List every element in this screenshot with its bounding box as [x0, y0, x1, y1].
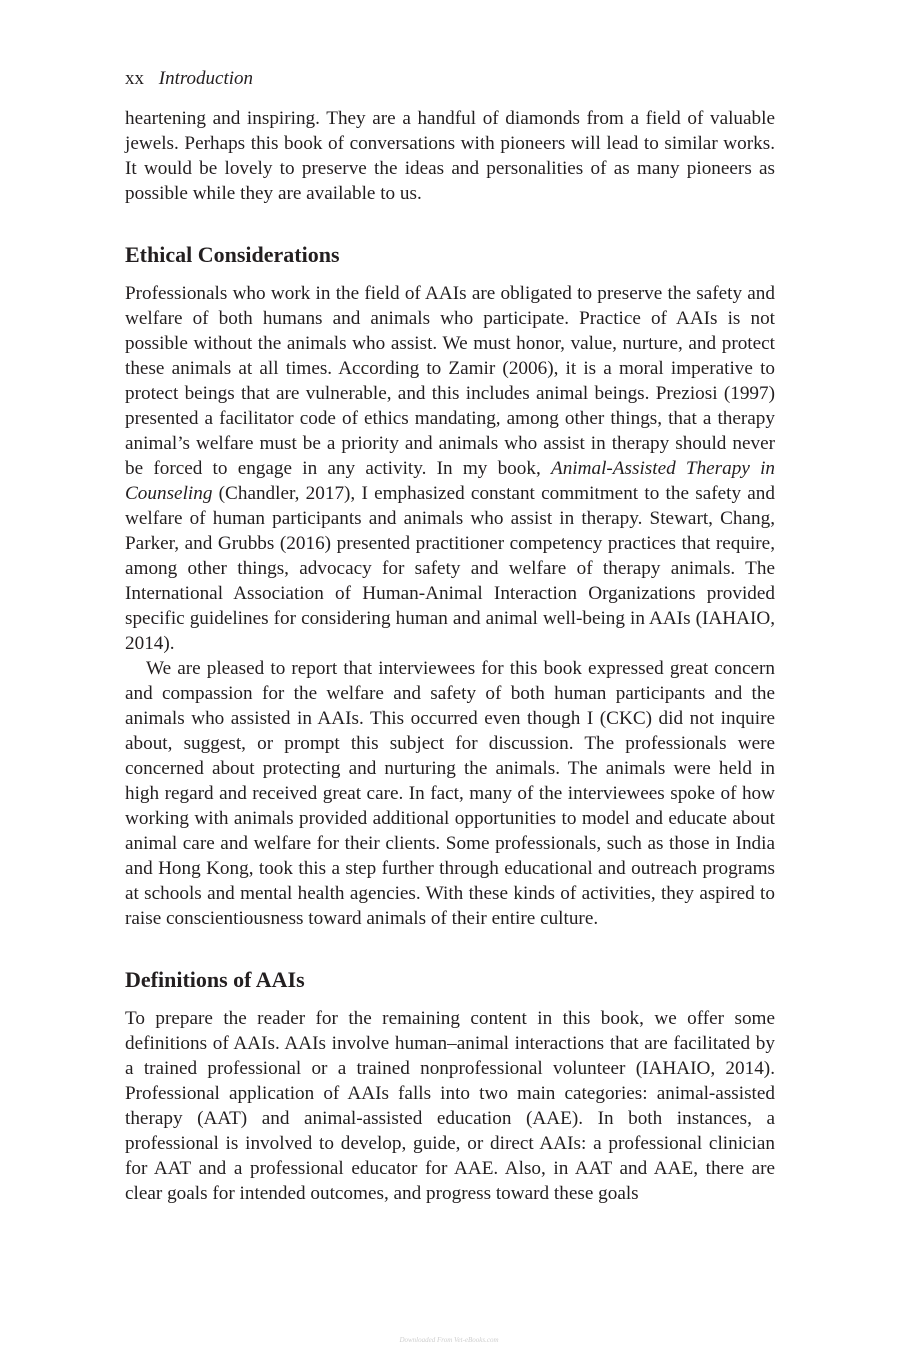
intro-paragraph: heartening and inspiring. They are a handful of diamonds from a field of valuable jewels. Perhaps this book of conversations with pioneers will lead to similar works. It would be lovely to preserve the ideas and personalities of as many pioneers as possible while they are available to us.	[125, 108, 775, 204]
running-head-title: Introduction	[158, 68, 254, 89]
ethics-p1-text-b: (Chandler, 2017), I emphasized constant commitment to the safety and welfare of human participants and animals who assist in therapy. Stewart, Chang, Parker, and Grubbs (2016) presented practitioner competency practices that require, among other things, advocacy for safety and welfare of therapy animals. The International Association of Human-Animal Interaction Organizations provided specific guidelines for considering human and animal well-being in AAIs (IAHAIO, 2014).	[125, 483, 775, 654]
section-ethical-considerations	[125, 240, 775, 931]
footer-watermark: Downloaded From Vet-eBooks.com	[399, 1336, 499, 1344]
section-heading-definitions: Definitions of AAIs	[125, 967, 305, 992]
ethics-p1-text-a: Professionals who work in the field of AAIs are obligated to preserve the safety and welfare of both humans and animals who participate. Practice of AAIs is not possible without the animals who assist. We must honor, value, nurture, and protect these animals at all times. According to Zamir (2006), it is a moral imperative to protect beings that are vulnerable, and this includes animal beings. Preziosi (1997) presented a facilitator code of ethics mandating, among other things, that a therapy animal’s welfare must be a priority and animals who assist in therapy should never be forced to engage in any activity. In my book,	[125, 283, 775, 479]
section-definitions	[125, 965, 775, 1206]
book-title: Animal-Assisted Therapy in Counseling	[125, 458, 775, 504]
definitions-paragraph-1: To prepare the reader for the remaining content in this book, we offer some definitions of AAIs. AAIs involve human–animal interactions that are facilitated by a trained professional or a trained nonprofessional volunteer (IAHAIO, 2014). Professional application of AAIs falls into two main categories: animal-assisted therapy (AAT) and animal-assisted education (AAE). In both instances, a professional is involved to develop, guide, or direct AAIs: a professional clinician for AAT and a professional educator for AAE. Also, in AAT and AAE, there are clear goals for intended outcomes, and progress toward these goals	[125, 1008, 775, 1204]
running-head	[125, 64, 775, 94]
section-heading-ethics: Ethical Considerations	[125, 242, 340, 267]
book-page	[125, 64, 775, 1206]
ethics-paragraph-2: We are pleased to report that interviewees for this book expressed great concern and compassion for the welfare and safety of both human participants and the animals who assisted in AAIs. This occurred even though I (CKC) did not inquire about, suggest, or prompt this subject for discussion. The professionals were concerned about protecting and nurturing the animals. The animals were held in high regard and received great care. In fact, many of the interviewees spoke of how working with animals provided additional opportunities to model and educate about animal care and welfare for their clients. Some professionals, such as those in India and Hong Kong, took this a step further through educational and outreach programs at schools and mental health agencies. With these kinds of activities, they aspired to raise conscientiousness toward animals of their entire culture.	[125, 658, 775, 929]
ethics-paragraph-1	[125, 281, 775, 656]
page-number: xx	[125, 68, 144, 89]
